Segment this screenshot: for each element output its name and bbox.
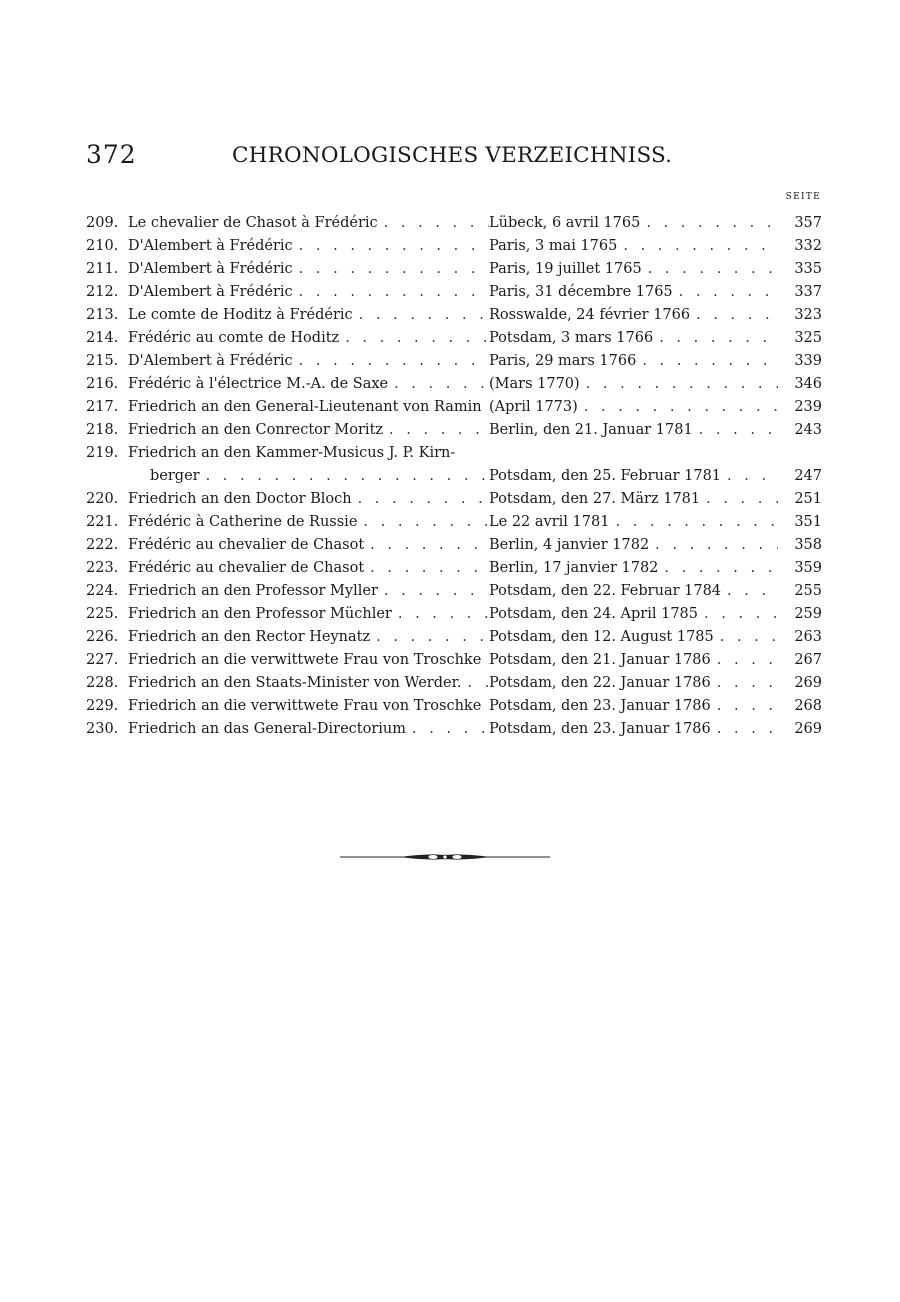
dot-leader xyxy=(293,350,489,373)
entry-date: Potsdam, den 12. August 1785 xyxy=(489,629,714,645)
dot-leader xyxy=(378,580,489,603)
dot-leader xyxy=(293,235,489,258)
entry-title-cell xyxy=(128,350,489,373)
dot-leader xyxy=(578,396,778,419)
entry-title: Friedrich an den Kammer-Musicus J. P. Kirn- xyxy=(128,445,456,461)
dot-leader xyxy=(353,304,489,327)
entry-page: 268 xyxy=(794,698,822,714)
entry-page: 263 xyxy=(794,629,822,645)
entry-date-cell xyxy=(489,304,778,327)
dot-leader xyxy=(388,373,489,396)
entry-number: 221. xyxy=(86,514,119,530)
dot-leader xyxy=(200,465,489,488)
entry-title: Friedrich an den Staats-Minister von Werder. xyxy=(128,675,462,691)
entry-title: Frédéric au chevalier de Chasot xyxy=(128,537,365,553)
entry-date: Potsdam, den 22. Januar 1786 xyxy=(489,675,711,691)
entry-title-cell xyxy=(128,258,489,281)
running-head: CHRONOLOGISCHES VERZEICHNISS. xyxy=(232,143,673,168)
entry-number: 223. xyxy=(86,560,119,576)
dot-leader xyxy=(392,603,489,626)
entry-title-cell xyxy=(128,557,489,580)
entry-date: (Mars 1770) xyxy=(489,376,580,392)
entry-row xyxy=(86,212,822,235)
entry-title: Frédéric à Catherine de Russie xyxy=(128,514,358,530)
entry-title-cell xyxy=(128,649,489,672)
entry-page: 335 xyxy=(794,261,822,277)
entry-number: 211. xyxy=(86,261,119,277)
entry-title: Friedrich an den Doctor Bloch xyxy=(128,491,352,507)
entry-date-cell xyxy=(489,649,778,672)
entry-title: Friedrich an den Professor Myller xyxy=(128,583,378,599)
entry-title: Friedrich an die verwittwete Frau von Troschke xyxy=(128,698,482,714)
entry-row xyxy=(86,350,822,373)
entry-date-cell xyxy=(489,235,778,258)
entry-date: (April 1773) xyxy=(489,399,578,415)
entry-row xyxy=(86,373,822,396)
entry-page: 332 xyxy=(794,238,822,254)
entry-date: Berlin, den 21. Januar 1781 xyxy=(489,422,693,438)
dot-leader xyxy=(690,304,778,327)
entry-row xyxy=(86,488,822,511)
dot-leader xyxy=(609,511,778,534)
entry-date-cell xyxy=(489,327,778,350)
entry-date-cell xyxy=(489,419,778,442)
entry-date-cell xyxy=(489,281,778,304)
entry-title-cell xyxy=(128,603,489,626)
entry-date: Potsdam, den 22. Februar 1784 xyxy=(489,583,722,599)
entry-date-cell xyxy=(489,626,778,649)
entry-page: 269 xyxy=(794,721,822,737)
entry-date: Potsdam, 3 mars 1766 xyxy=(489,330,654,346)
dot-leader xyxy=(293,281,489,304)
entry-title-cell xyxy=(128,327,489,350)
entry-date: Potsdam, den 27. März 1781 xyxy=(489,491,701,507)
entry-title: Friedrich an die verwittwete Frau von Troschke xyxy=(128,652,482,668)
dot-leader xyxy=(352,488,489,511)
entry-date: Paris, 29 mars 1766 xyxy=(489,353,637,369)
entry-title-cell xyxy=(128,534,489,557)
entry-title-cell xyxy=(128,373,489,396)
column-label-seite: SEITE xyxy=(785,192,821,202)
entry-title: Friedrich an das General-Directorium xyxy=(128,721,407,737)
entry-date: Paris, 19 juillet 1765 xyxy=(489,261,642,277)
entry-page: 247 xyxy=(794,468,822,484)
entry-date-cell xyxy=(489,603,778,626)
entry-number: 224. xyxy=(86,583,119,599)
entry-number: 229. xyxy=(86,698,119,714)
entry-page: 359 xyxy=(794,560,822,576)
dot-leader xyxy=(711,672,778,695)
entry-title: Le comte de Hoditz à Frédéric xyxy=(128,307,353,323)
entry-page: 337 xyxy=(794,284,822,300)
entry-number: 227. xyxy=(86,652,119,668)
entry-title-continuation: berger xyxy=(150,468,200,484)
dot-leader xyxy=(462,672,489,695)
entry-date-cell xyxy=(489,373,778,396)
entry-number: 228. xyxy=(86,675,119,691)
entry-title-cell xyxy=(128,304,489,327)
entry-number: 219. xyxy=(86,445,119,461)
entry-title: Frédéric à l'électrice M.-A. de Saxe xyxy=(128,376,389,392)
entry-date-cell xyxy=(489,465,778,488)
entry-date-cell xyxy=(489,258,778,281)
entry-row xyxy=(86,672,822,695)
entry-number: 226. xyxy=(86,629,119,645)
entry-date: Paris, 3 mai 1765 xyxy=(489,238,618,254)
dot-leader xyxy=(364,534,489,557)
dot-leader xyxy=(383,419,489,442)
dot-leader xyxy=(636,350,778,373)
entry-number: 212. xyxy=(86,284,119,300)
entry-row xyxy=(86,419,822,442)
entry-title: Frédéric au comte de Hoditz xyxy=(128,330,340,346)
entry-page: 325 xyxy=(794,330,822,346)
dot-leader xyxy=(693,419,778,442)
entry-date: Lübeck, 6 avril 1765 xyxy=(489,215,641,231)
entry-date: Rosswalde, 24 février 1766 xyxy=(489,307,691,323)
entry-number: 220. xyxy=(86,491,119,507)
entry-title-cell xyxy=(128,580,489,603)
entry-row xyxy=(86,534,822,557)
entry-date-cell xyxy=(489,212,778,235)
entry-list xyxy=(86,212,822,741)
entry-date: Potsdam, den 24. April 1785 xyxy=(489,606,699,622)
entry-page: 267 xyxy=(794,652,822,668)
entry-row xyxy=(86,695,822,718)
entry-number: 217. xyxy=(86,399,119,415)
entry-title: D'Alembert à Frédéric xyxy=(128,284,293,300)
entry-row xyxy=(86,718,822,741)
dot-leader xyxy=(698,603,778,626)
dot-leader xyxy=(406,718,489,741)
dot-leader xyxy=(649,534,778,557)
entry-number: 210. xyxy=(86,238,119,254)
entry-date-cell xyxy=(489,534,778,557)
entry-title: D'Alembert à Frédéric xyxy=(128,238,293,254)
entry-title: Frédéric au chevalier de Chasot xyxy=(128,560,365,576)
entry-row xyxy=(86,327,822,350)
entry-number: 209. xyxy=(86,215,119,231)
entry-title-cell xyxy=(128,718,489,741)
entry-number: 225. xyxy=(86,606,119,622)
entry-title: Friedrich an den Conrector Moritz xyxy=(128,422,384,438)
entry-title: D'Alembert à Frédéric xyxy=(128,353,293,369)
entry-number: 215. xyxy=(86,353,119,369)
entry-date-cell xyxy=(489,672,778,695)
entry-page: 269 xyxy=(794,675,822,691)
entry-date-cell xyxy=(489,511,778,534)
entry-row xyxy=(86,511,822,534)
dot-leader xyxy=(714,626,778,649)
dot-leader xyxy=(653,327,778,350)
entry-row xyxy=(86,626,822,649)
entry-row xyxy=(86,557,822,580)
entry-row xyxy=(86,304,822,327)
entry-row xyxy=(86,580,822,603)
entry-title: D'Alembert à Frédéric xyxy=(128,261,293,277)
entry-title-cell xyxy=(128,396,489,419)
entry-title-cell xyxy=(128,235,489,258)
dot-leader xyxy=(617,235,778,258)
entry-title: Friedrich an den General-Lieutenant von Ramin xyxy=(128,399,482,415)
entry-date: Potsdam, den 25. Februar 1781 xyxy=(489,468,722,484)
entry-row xyxy=(86,649,822,672)
dot-leader xyxy=(711,695,778,718)
entry-page: 357 xyxy=(794,215,822,231)
entry-page: 339 xyxy=(794,353,822,369)
entry-date: Paris, 31 décembre 1765 xyxy=(489,284,673,300)
entry-number: 213. xyxy=(86,307,119,323)
entry-row xyxy=(86,235,822,258)
entry-date: Le 22 avril 1781 xyxy=(489,514,610,530)
entry-date: Potsdam, den 23. Januar 1786 xyxy=(489,721,711,737)
entry-date-cell xyxy=(489,488,778,511)
dot-leader xyxy=(711,649,778,672)
entry-number: 214. xyxy=(86,330,119,346)
entry-date-cell xyxy=(489,695,778,718)
entry-title-cell xyxy=(128,672,489,695)
entry-title: Le chevalier de Chasot à Frédéric xyxy=(128,215,378,231)
dot-leader xyxy=(640,212,778,235)
entry-page: 351 xyxy=(794,514,822,530)
entry-date-cell xyxy=(489,557,778,580)
dot-leader xyxy=(711,718,778,741)
entry-row xyxy=(86,258,822,281)
dot-leader xyxy=(364,557,489,580)
dot-leader xyxy=(370,626,489,649)
entry-title-cell xyxy=(128,511,489,534)
entry-page: 346 xyxy=(794,376,822,392)
entry-date: Potsdam, den 23. Januar 1786 xyxy=(489,698,711,714)
entry-page: 323 xyxy=(794,307,822,323)
dot-leader xyxy=(293,258,489,281)
dot-leader xyxy=(481,695,489,718)
dot-leader xyxy=(339,327,489,350)
entry-row xyxy=(86,396,822,419)
ornament-divider-icon xyxy=(340,850,550,864)
entry-row xyxy=(86,281,822,304)
entry-title-cell xyxy=(128,626,489,649)
dot-leader xyxy=(378,212,489,235)
entry-page: 255 xyxy=(794,583,822,599)
entry-number: 218. xyxy=(86,422,119,438)
entry-row xyxy=(86,603,822,626)
entry-date: Potsdam, den 21. Januar 1786 xyxy=(489,652,711,668)
entry-title-cell xyxy=(128,442,489,488)
dot-leader xyxy=(673,281,778,304)
entry-date: Berlin, 4 janvier 1782 xyxy=(489,537,650,553)
dot-leader xyxy=(580,373,778,396)
entry-row xyxy=(86,442,822,488)
dot-leader xyxy=(482,396,489,419)
entry-title-cell xyxy=(128,419,489,442)
entry-title: Friedrich an den Rector Heynatz xyxy=(128,629,371,645)
entry-title-cell xyxy=(128,695,489,718)
entry-date-cell xyxy=(489,350,778,373)
page-number: 372 xyxy=(86,140,137,169)
dot-leader xyxy=(481,649,489,672)
entry-title-cell xyxy=(128,488,489,511)
entry-page: 239 xyxy=(794,399,822,415)
dot-leader xyxy=(721,580,778,603)
dot-leader xyxy=(700,488,778,511)
entry-title: Friedrich an den Professor Müchler xyxy=(128,606,392,622)
entry-date-cell xyxy=(489,718,778,741)
entry-date-cell xyxy=(489,580,778,603)
dot-leader xyxy=(357,511,489,534)
entry-date: Berlin, 17 janvier 1782 xyxy=(489,560,659,576)
entry-number: 230. xyxy=(86,721,119,737)
entry-page: 259 xyxy=(794,606,822,622)
entry-date-cell xyxy=(489,396,778,419)
dot-leader xyxy=(721,465,778,488)
dot-leader xyxy=(658,557,778,580)
entry-title-cell xyxy=(128,212,489,235)
entry-number: 222. xyxy=(86,537,119,553)
dot-leader xyxy=(642,258,778,281)
entry-page: 251 xyxy=(794,491,822,507)
entry-number: 216. xyxy=(86,376,119,392)
entry-page: 358 xyxy=(794,537,822,553)
entry-page: 243 xyxy=(794,422,822,438)
entry-title-cell xyxy=(128,281,489,304)
